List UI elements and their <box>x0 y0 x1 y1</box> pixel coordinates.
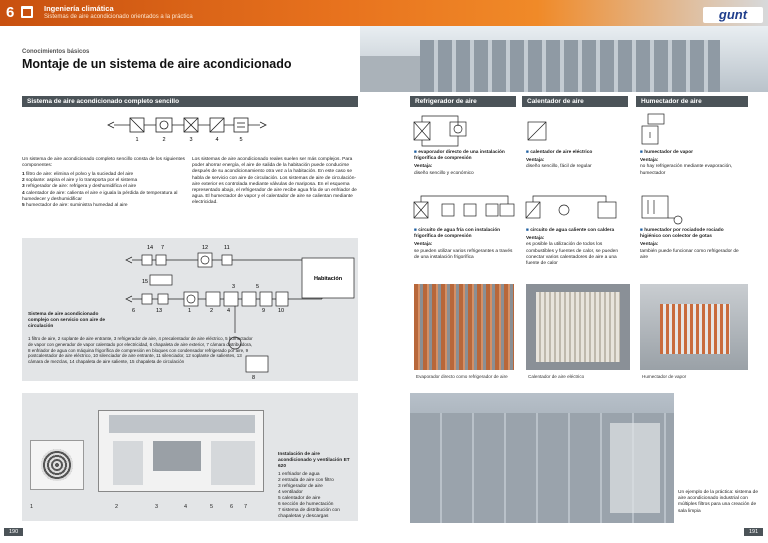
diagram-label: 10 <box>278 308 285 314</box>
evaporator-photo <box>414 284 514 370</box>
photo-caption: Evaporador directo como refrigerador de aire <box>416 374 508 379</box>
diagram-legend: 1 filtro de aire, 2 soplante de aire entrante, 3 refrigerador de aire, 4 precalentador de aire eléctrico, 5 humectador de vapor con generador de vapor calentado por electricidad, 6 chapaleta de aire exterior, 7 cámara distribuidora, 8 enfriador de agua con máquina frigorífica de compresión en bloques con condensador refrigerado por aire, 9 postcalentador de aire eléctrico, 10 silenciador de aire entrante, 11 silenciador, 12 soplante de salientes, 13 cámara de mezclas, 14 chapaleta de aire saliente, 15 chapaleta de circulación <box>28 336 253 365</box>
list-item: 5 humectador de aire: suministra humedad al aire <box>22 203 128 209</box>
diagram-label: 4 <box>227 308 231 314</box>
column-text: ■ evaporador directo de una instalación frigorífica de compresión Ventaja: diseño sencillo y económico <box>414 150 505 176</box>
diagram-label: 9 <box>262 308 266 314</box>
body-paragraph: Los sistemas de aire acondicionado reales suelen ser más complejos. Para poder ahorrar energía, el aire de salida de la habitación puede conducirse después de su acondicionamiento otra vez a la habitación. En este caso se habla de servicio con aire de circulación. Los sistemas de aire de circulación-aire exterior es controlada mediante válvulas de mariposa. En el esquema representado abajo, el refrigerador de aire recibe agua fría de un enfriador de agua. El humectador de vapor y el calentador de aire se calientan mediante electricidad. <box>192 157 357 206</box>
diagram-label: 5 <box>239 137 243 143</box>
diagram-label: 5 <box>256 284 260 290</box>
humidifier-photo <box>640 284 748 370</box>
section-bar: Sistema de aire acondicionado completo sencillo <box>22 96 358 107</box>
column-text: ■ calentador de aire eléctrico Ventaja: diseño sencillo, fácil de regular <box>526 150 593 170</box>
diagram-label: 8 <box>252 375 256 381</box>
diagram-label: 14 <box>147 245 154 251</box>
header-photo <box>360 26 768 92</box>
gunt-logo: gunt <box>703 7 763 23</box>
page-subtitle: Conocimientos básicos <box>22 49 90 55</box>
section-subtitle: Sistemas de aire acondicionado orientados a la práctica <box>44 14 193 20</box>
column-text: ■ circuito de agua caliente con caldera Ventaja: es posible la utilización de todos los combustibles y fuentes de calor, se pueden conectar varios calentadores de aire a una fuente de calor <box>526 228 618 267</box>
house-icon <box>21 6 33 18</box>
room-label: Habitación <box>313 276 343 282</box>
intro-text: Un sistema de aire acondicionado completo sencillo consta de los siguientes componentes: <box>22 157 185 169</box>
diagram-label: 11 <box>224 245 230 251</box>
diagram-label: 3 <box>232 284 236 290</box>
page-number-left: 190 <box>4 528 23 536</box>
electric-heater-diagram <box>524 114 564 148</box>
simple-system-diagram <box>100 114 280 150</box>
page-title: Montaje de un sistema de aire acondicionado <box>22 57 292 71</box>
diagram-label: 2 <box>162 137 166 143</box>
diagram-label: 12 <box>202 245 209 251</box>
photo-caption: Calentador de aire eléctrico <box>528 374 585 379</box>
list-item: 3 refrigerador de aire: refrigera y deshumidifica el aire <box>22 184 137 190</box>
page-number-right: 191 <box>744 528 763 536</box>
chapter-number: 6 <box>6 4 15 21</box>
et620-numbers: 1 2 3 4 5 6 7 <box>30 504 248 510</box>
list-item: 1 filtro de aire: elimina el polvo y la suciedad del aire <box>22 172 134 177</box>
practice-caption: Un ejemplo de la práctica: sistema de aire acondicionado industrial con múltiples filtros para una creación de sala limpia <box>678 490 758 514</box>
et620-unit-image <box>98 410 264 492</box>
column-text: ■ circuito de agua fría con instalación frigorífica de compresión Ventaja: se pueden utilizar varios refrigerantes a través de una instalación frigorífica <box>414 228 513 260</box>
spray-humidifier-diagram <box>638 190 742 226</box>
section-title: Ingeniería climática <box>44 4 114 13</box>
column-bar: Calentador de aire <box>522 96 628 107</box>
hot-water-diagram <box>524 192 628 226</box>
header-band <box>0 0 768 26</box>
diagram-label: 15 <box>142 279 149 285</box>
component-list <box>22 172 190 209</box>
list-item: 4 calentador de aire: calienta el aire e iguala la pérdida de temperatura al humedecer y deshumidificar <box>22 190 178 202</box>
chilled-water-diagram <box>412 192 516 226</box>
diagram-label: 13 <box>156 308 163 314</box>
column-bar: Humectador de aire <box>636 96 748 107</box>
industrial-ac-photo <box>410 393 674 523</box>
steam-humidifier-diagram <box>638 112 678 148</box>
water-chiller-image <box>30 440 84 490</box>
diagram-label: 6 <box>132 308 136 314</box>
diagram-label: 2 <box>210 308 214 314</box>
diagram-caption: Sistema de aire acondicionado complejo con servicio con aire de circulación <box>28 312 106 330</box>
diagram-label: 7 <box>161 245 165 251</box>
diagram-label: 3 <box>189 137 193 143</box>
diagram-label: 1 <box>135 137 139 143</box>
column-text: ■ humectador por rociadode rociado higiénico con colector de gotas Ventaja: también puede funcionar como refrigerador de aire <box>640 228 739 260</box>
diagram-label: 4 <box>215 137 219 143</box>
photo-caption: Humectador de vapor <box>642 374 687 379</box>
evaporator-diagram <box>412 114 512 148</box>
diagram-label: 1 <box>188 308 192 314</box>
column-text: ■ humectador de vapor Ventaja: no hay refrigeración mediante evaporación, humectador <box>640 150 733 176</box>
column-bar: Refrigerador de aire <box>410 96 516 107</box>
heater-photo <box>526 284 630 370</box>
et620-legend: Instalación de aire acondicionado y ventilación ET 620 1 enfriador de agua 2 entrada de aire con filtro 3 refrigerador de aire 4 ventilador 5 calentador de aire 6 sección de humectación 7 sistema de distribución con chapaletas y descargas <box>278 452 350 519</box>
list-item: 2 soplante: aspira el aire y lo transporta por el sistema <box>22 178 138 184</box>
